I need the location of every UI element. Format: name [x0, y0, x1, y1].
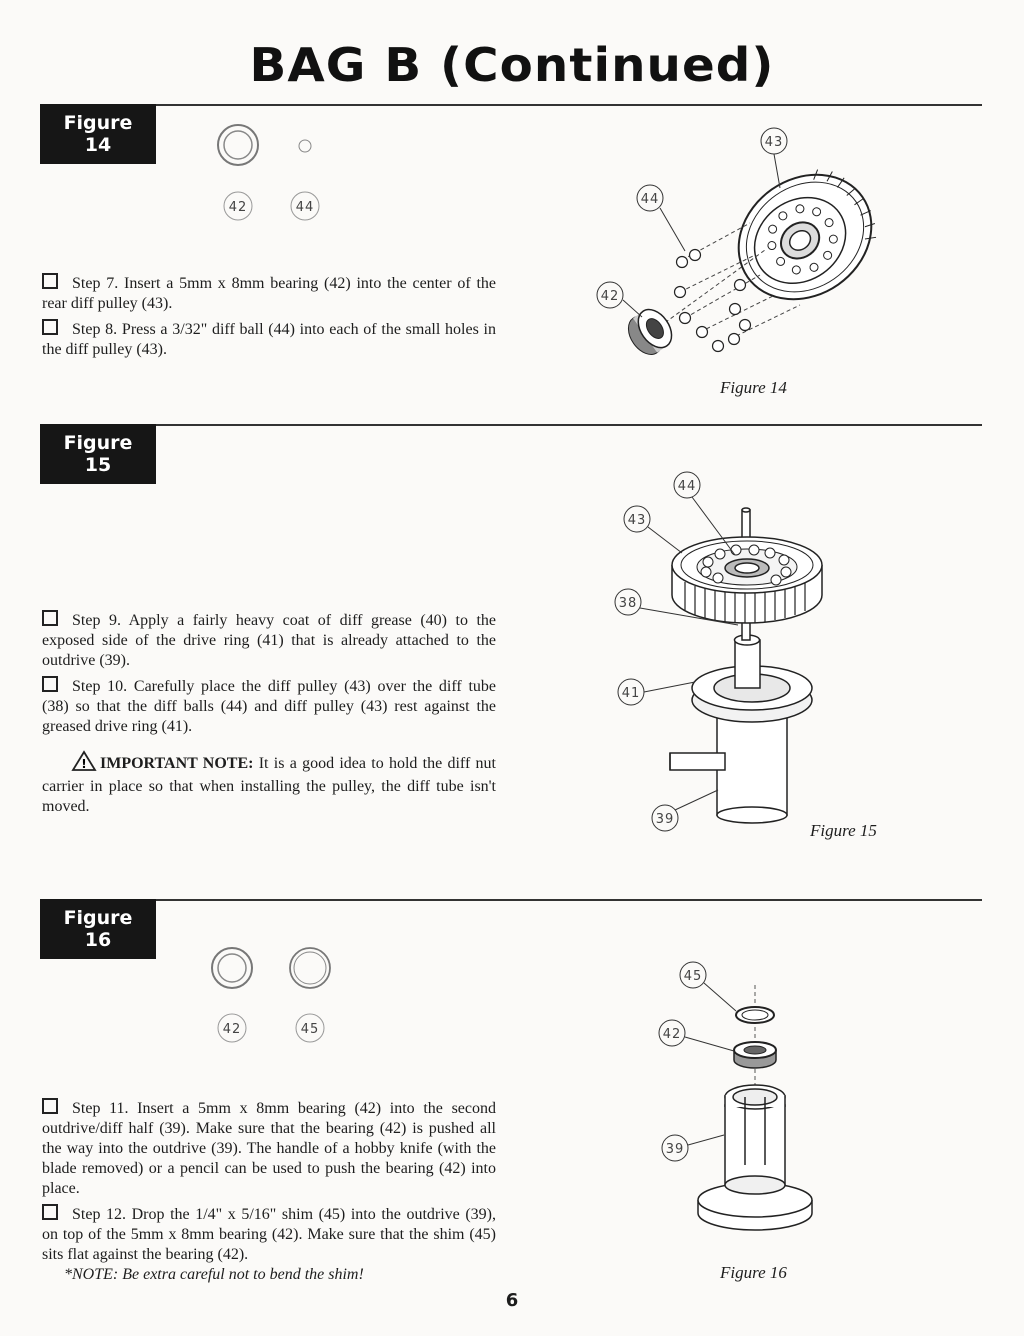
- step-12: [42, 1204, 496, 1265]
- checkbox[interactable]: [42, 676, 58, 692]
- checkbox[interactable]: [42, 1204, 58, 1220]
- step-8: [42, 319, 496, 360]
- figure-15-caption: Figure 15: [810, 821, 877, 840]
- checkbox[interactable]: [42, 610, 58, 626]
- section-divider: [40, 899, 982, 901]
- important-note: [42, 751, 496, 817]
- step-7-text: Step 7. Insert a 5mm x 8mm bearing (42) into the center of the rear diff pulley (43).: [42, 275, 496, 312]
- step-8-text: Step 8. Press a 3/32" diff ball (44) into each of the small holes in the diff pulley (43).: [42, 321, 496, 358]
- callout-42: 42: [662, 1027, 682, 1042]
- checkbox[interactable]: [42, 273, 58, 289]
- callout-43: 43: [764, 135, 784, 150]
- figure-16-parts-list: [200, 940, 340, 1050]
- callout-41: 41: [621, 686, 641, 701]
- callout-39: 39: [655, 812, 675, 827]
- step-11-text: Step 11. Insert a 5mm x 8mm bearing (42) into the second outdrive/diff half (39). Make sure that the bearing (42) is pushed all the way into the outdrive (39). The handle of a hobby knife (with the blade removed) or a pencil can be used to push the bearing (42) into place.: [42, 1100, 496, 1197]
- shim-note: *NOTE: Be extra careful not to bend the shim!: [64, 1266, 364, 1283]
- figure-15-label: Figure 15: [40, 424, 156, 484]
- step-7: [42, 273, 496, 314]
- figure-16-steps: [42, 1098, 496, 1290]
- svg-text:!: !: [81, 757, 87, 771]
- page-number: 6: [505, 1290, 519, 1311]
- page-title: BAG B (Continued): [249, 38, 775, 92]
- section-divider: [40, 424, 982, 426]
- step-12-text: Step 12. Drop the 1/4" x 5/16" shim (45) into the outdrive (39), on top of the 5mm x 8mm bearing (42). Make sure that the shim (45) sits flat against the bearing (42).: [42, 1206, 496, 1263]
- checkbox[interactable]: [42, 1098, 58, 1114]
- part-id-44: 44: [295, 200, 315, 215]
- step-11: [42, 1098, 496, 1199]
- figure-14-parts-list: [200, 118, 340, 228]
- figure-14-steps: [42, 273, 496, 365]
- figure-16-caption: Figure 16: [720, 1263, 787, 1282]
- step-10: [42, 676, 496, 737]
- checkbox[interactable]: [42, 319, 58, 335]
- part-id-45: 45: [300, 1022, 320, 1037]
- figure-16-diagram: [650, 955, 850, 1255]
- figure-14-diagram: [590, 125, 890, 375]
- callout-43: 43: [627, 513, 647, 528]
- callout-38: 38: [618, 596, 638, 611]
- step-10-text: Step 10. Carefully place the diff pulley (43) over the diff tube (38) so that the diff balls (44) and diff pulley (43) rest against the greased drive ring (41).: [42, 678, 496, 735]
- figure-15-steps: [42, 610, 496, 822]
- figure-15-diagram: [610, 470, 910, 840]
- callout-42: 42: [600, 289, 620, 304]
- section-divider: [40, 104, 982, 106]
- figure-16-label: Figure 16: [40, 899, 156, 959]
- part-id-42: 42: [228, 200, 248, 215]
- step-9-text: Step 9. Apply a fairly heavy coat of diff grease (40) to the exposed side of the drive ring (41) that is already attached to the outdrive (39).: [42, 612, 496, 669]
- callout-44: 44: [677, 479, 697, 494]
- callout-44: 44: [640, 192, 660, 207]
- part-id-42: 42: [222, 1022, 242, 1037]
- note-text: It is a good idea to hold the diff nut carrier in place so that when installing the pulley, the diff tube isn't moved.: [42, 755, 496, 815]
- warning-icon: [72, 751, 96, 777]
- figure-14-label: Figure 14: [40, 104, 156, 164]
- note-title: IMPORTANT NOTE:: [100, 755, 254, 772]
- figure-14-caption: Figure 14: [720, 378, 787, 397]
- callout-39: 39: [665, 1142, 685, 1157]
- callout-45: 45: [683, 969, 703, 984]
- step-9: [42, 610, 496, 671]
